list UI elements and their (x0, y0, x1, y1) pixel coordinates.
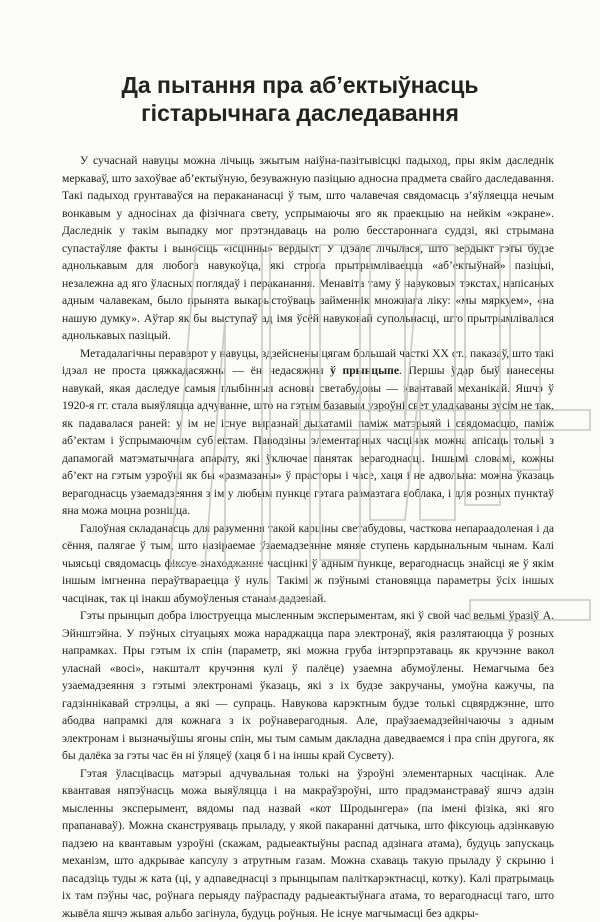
paragraph-2-text-end: . Першы ўдар быў нанесены навукай, якая даследуе самыя глыбінныя асновы светабудовы — квантавай механікай. Яшчэ ў 1920-я гг. стала выяўляцца адчуванне, што на гэтым базавым узроўні свет уладкаваны зусім не так, як падавалася раней: у ім не існуе выразнай дыхатаміі паміж матэрыяй і свядомасцю, паміж аб’ектам і ўспрымаючым суб’ектам. Паводзіны элементарных часцінак можна апісаць толькі з дапамогай матэматычнага апарату, які ўключае панятак верагоднасці. Іншымі словамі, кожны аб’ект на гэтым узроўні як бы «размазаны» ў прасторы і часе, хаця і не адвольна: можна ўказаць верагоднасць узаемадзеяння з ім у любым пункце гэтага размазтага воблака, і для розных пунктаў яна можа моцна розніцца. (62, 364, 554, 517)
paragraph-1-text: У сучаснай навуцы можна лічыць зжытым наіўна-пазітывісцкі падыход, пры якім даследнік меркаваў, што захоўвае аб’ектыўную, безуважную пазіцыю адносна прадмета свайго даследавання. Такі падыход грунтаваўся на перакананасці ў тым, што чалавечая свядомасць з’яўляецца нечым вонкавым у адносінах да фізічнага свету, успрымаючы яго як праекцыю на нейкім «экране». Даследнік у такім выпадку мог прэтэндаваць на ролю бесстароннага суддзі, які стрымана супастаўляе факты і выносіць «ісцінны» вердыкт. У ідэале лічылася, што вердыкт гэты будзе аднолькавым для любога навукоўца, які строга прытрымліваецца «аб’ектыўнай» пазіцыі, незалежна ад яго ўласных поглядаў і пераканання. Менавіта таму ў навуковых тэкстах, напісаных адным чалавекам, было прынята выкарыстоўваць займеннік множнага ліку: «мы мяркуем», «на нашую думку». Аўтар як бы выступаў ад імя ўсёй навуковай супольнасці, што прытрымлівалася аднолькавых пазіцый. (62, 154, 554, 342)
paragraph-2 (62, 345, 554, 520)
paragraph-2-text-start: Метадалагічны пераварот у навуцы, здзейснены цягам большай часткі XX ст., паказаў, што такі ідэал не проста цяжкадасяжны — ён недасяжны (62, 347, 554, 378)
title-line-2: гістарычнага даследавання (40, 99, 560, 127)
paragraph-2-bold-term: ў прынцыпе (330, 364, 399, 377)
paragraph-1 (62, 152, 554, 345)
page-title (40, 71, 560, 127)
paragraph-5-text: Гэтая ўласцівасць матэрыі адчувальная толькі на ўзроўні элементарных часцінак. Але квантавая няпэўнасць можа выяўляцца і на макраўзроўні, што прадэманстраваў яшчэ адзін мысленны эксперымент, вядомы пад назвай «кот Шродынгера» (па імені фізіка, які яго прапанаваў). Можна сканструяваць прыладу, у якой пакаранні датчыка, што фіксуюць адзінкавую падзею на квантавым узроўні (скажам, радыеактыўны распад адзінага атама), будуць запускаць механізм, што адкрывае капсулу з атрутным газам. Можна схаваць такую прыладу ў скрыню і пасадзіць туды ж ката (ці, у адпаведнасці з прынцыпам паліткарэктнасці, котку). Калі пратрымаць іх там пэўны час, роўнага перыяду паўраспаду радыеактыўнага атама, то верагоднасці таго, што жывёла яшчэ жывая альбо загінула, будуць роўныя. Не існуе магчымасці без адкры- (62, 767, 554, 920)
paragraph-4 (62, 607, 554, 765)
paragraph-5 (62, 765, 554, 922)
paragraph-4-text: Гэты прынцып добра ілюструецца мысленным эксперыментам, які ў свой час вельмі ўразіў А. Эйнштэйна. У пэўных сітуацыях можа нараджацца пара электронаў, якія разлятаюцца ў розных напрамках. Пры гэтым іх спін (параметр, які можна груба інтэрпрэтаваць як кручэнне вакол уласнай «восі», накшталт кручэння кулі ў палёце) узаемна абумоўлены. Немагчыма без узаемадзеяння з гэтымі электронамі ўказаць, які з іх будзе закручаны, умоўна кажучы, па гадзіннікавай стрэлцы, а які — супраць. Навукова карэктным будзе толькі сцвярджэнне, што абодва напрамкі для кожнага з іх роўнаверагодныя. Але, праўзаемадзейнічаючы з адным электронам і вызначыўшы ягоны спін, мы тым самым дакладна даведваемся і пра спін другога, як бы далёка за гэты час ён ні ўляцеў (хаця б і на іншы край Сусвету). (62, 609, 554, 762)
article-body (62, 152, 554, 922)
paragraph-3-text: Галоўная складанасць для разумення такой карціны светабудовы, часткова непараадоленая і да сёння, палягае ў тым, што назіраемае ўзаемадзеянне мяняе ступень кардынальным чынам. Калі чыясьці свядомасць фіксуе знаходжанне часцінкі ў адным пункце, верагоднасць знайсці яе ў якім іншым імгненна пераўтвараецца ў нуль. Такімі ж пэўнымі становяцца параметры ўсіх іншых часцінак, так ці інакш абумоўленыя станам дадзенай. (62, 522, 554, 605)
title-line-1: Да пытання пра аб’ектыўнасць (40, 71, 560, 99)
paragraph-3 (62, 520, 554, 608)
